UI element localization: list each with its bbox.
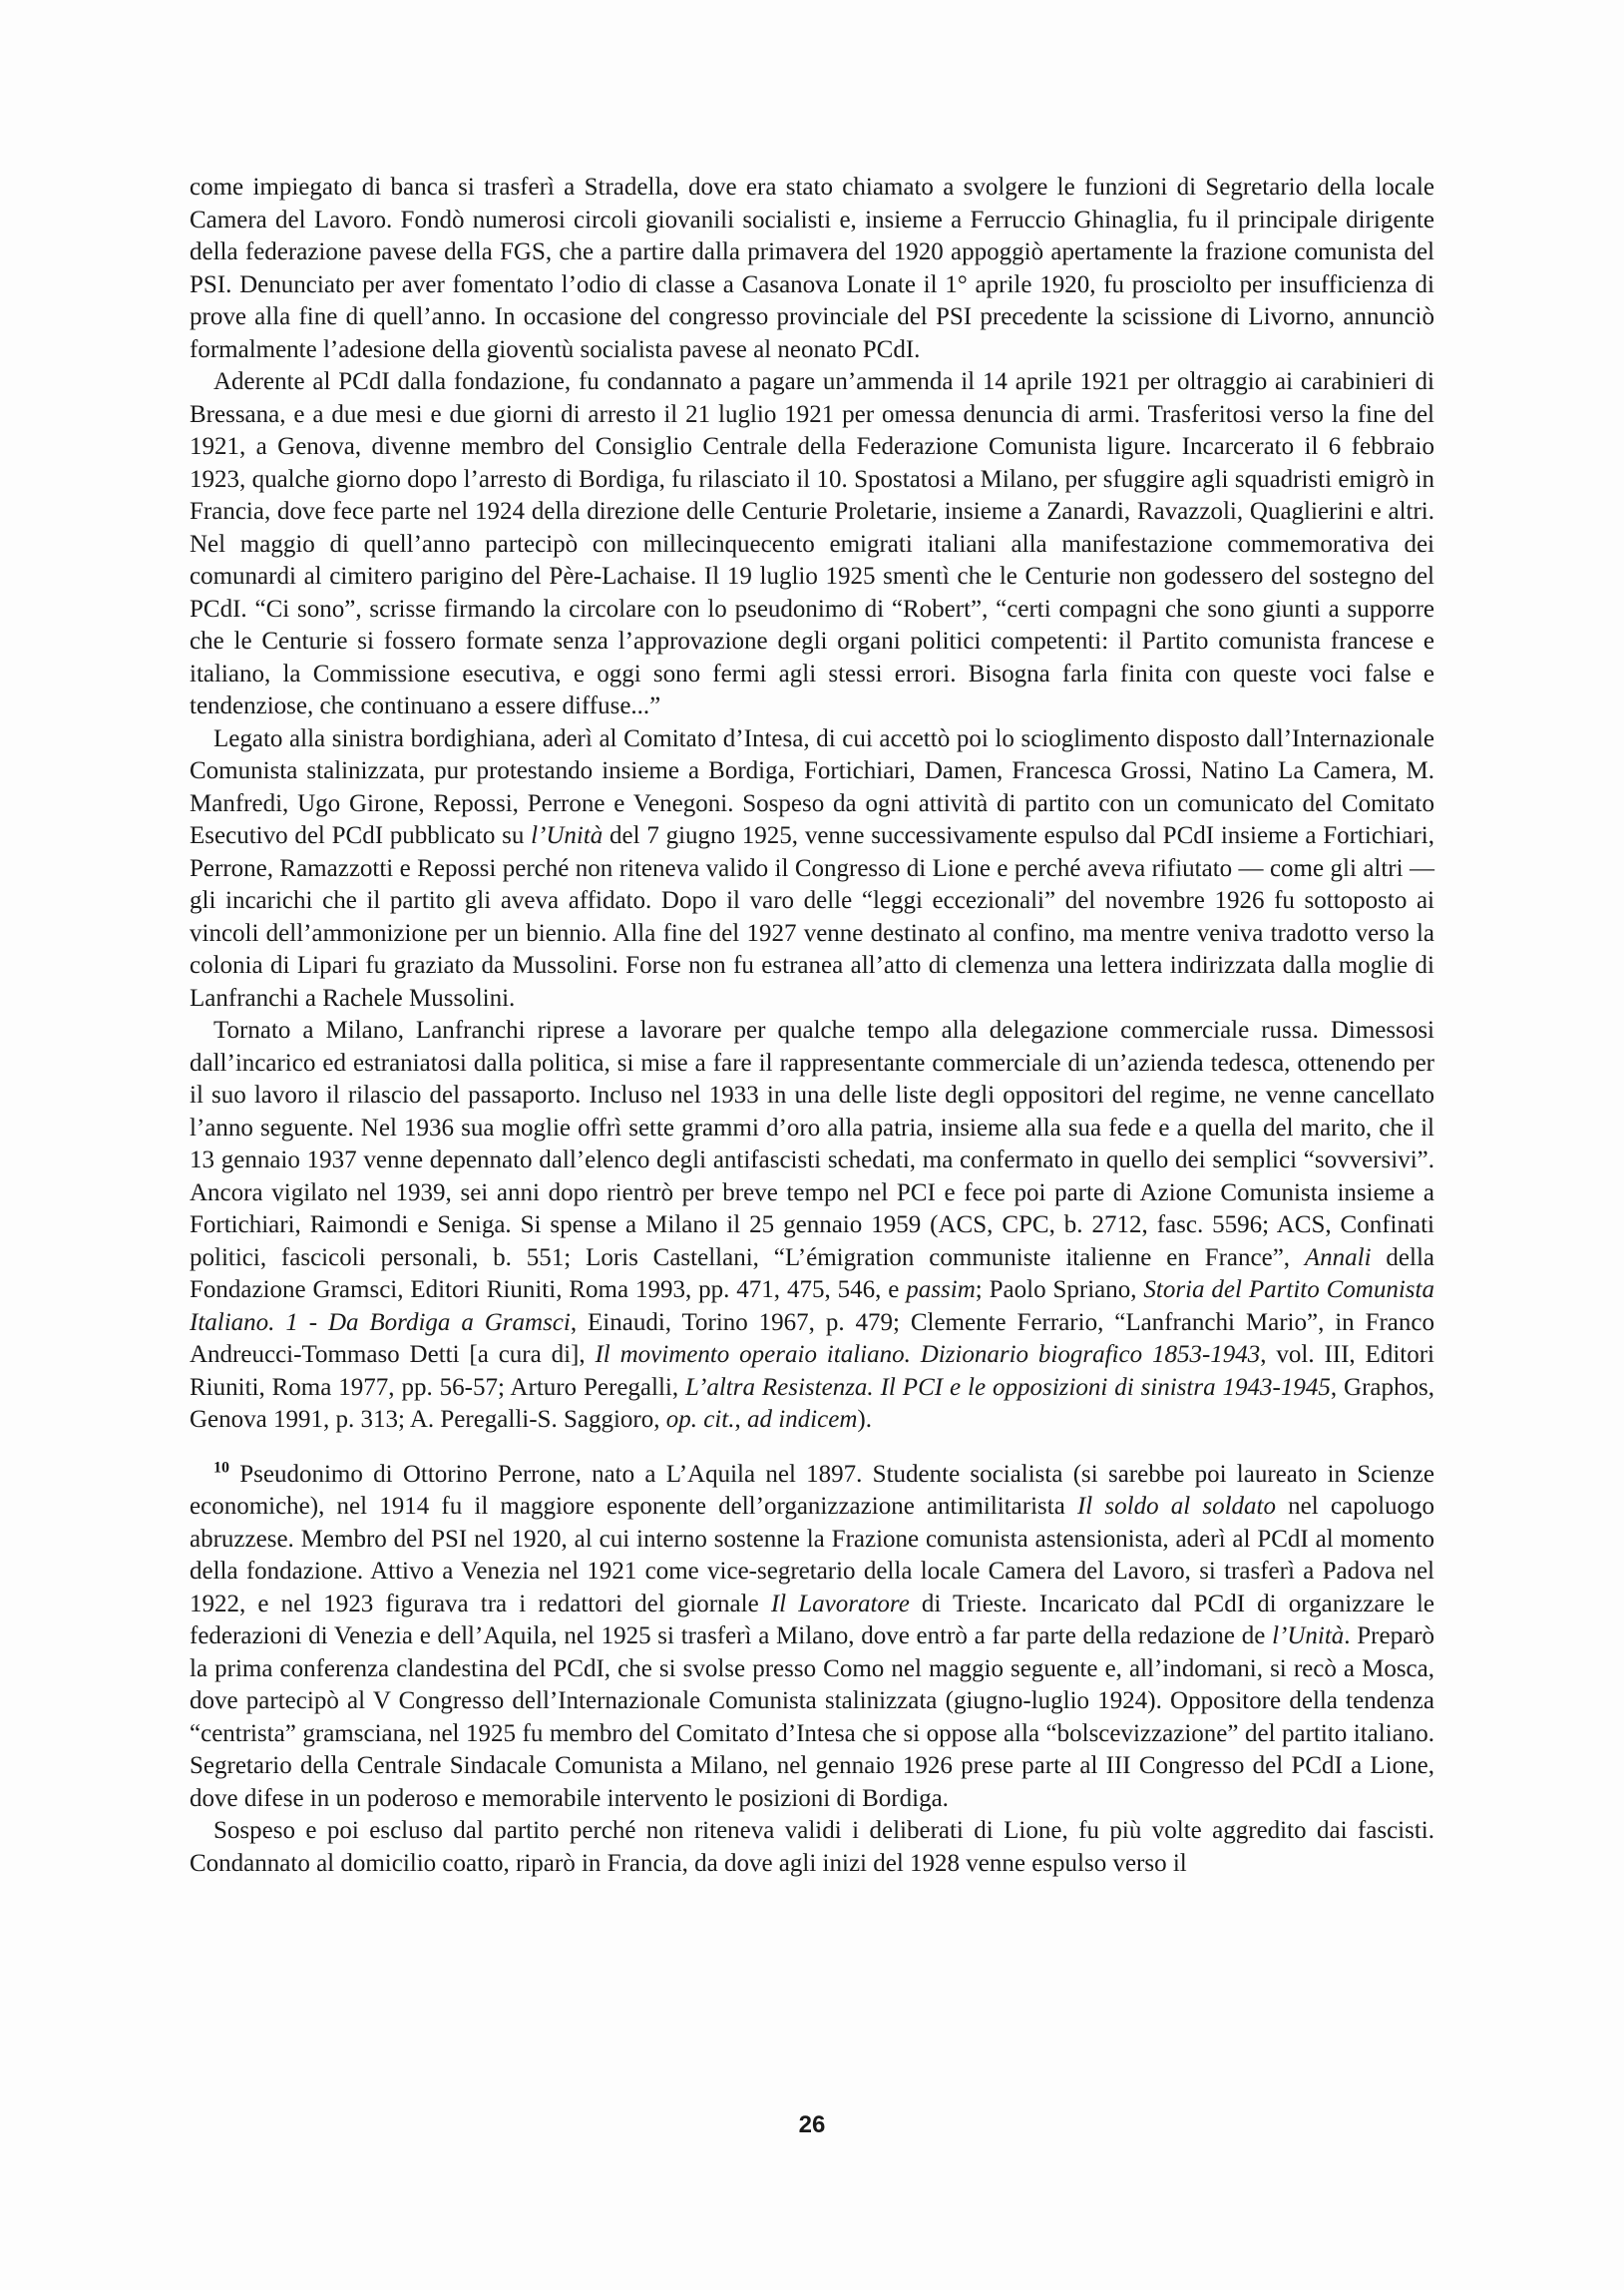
italic-text: Il soldo al soldato (1076, 1493, 1276, 1520)
body-paragraph (190, 1015, 1434, 1437)
italic-text: passim (906, 1276, 976, 1303)
italic-text: l’Unità (1272, 1622, 1345, 1649)
text-run: Legato alla sinistra bordighiana, aderì al Comitato d’Intesa, di cui accettò poi lo scioglimento disposto dall’Internazionale Comunista stalinizzata, pur protestando insieme a Bordiga, Fortichiari, Damen, Francesca Grossi, Natino La Camera, M. Manfredi, Ugo Girone, Repossi, Perrone e Venegoni. Sospeso da ogni attività di partito con un comunicato del Comitato Esecutivo del PCdI pubblicato su (190, 724, 1434, 849)
text-run: di Trieste. Incaricato dal PCdI di organizzare le federazioni di Venezia e dell’Aquila, nel 1925 si trasferì a Milano, dove entrò a far parte della redazione de (190, 1590, 1435, 1649)
italic-text: Annali (1304, 1243, 1372, 1271)
footnote-marker: 10 (213, 1459, 229, 1477)
text-run: , vol. III, Editori Riuniti, Roma 1977, pp. 56-57; Arturo Peregalli, (190, 1341, 1434, 1401)
italic-text: op. cit. (665, 1406, 735, 1433)
text-run: . Preparò la prima conferenza clandestina del PCdI, che si svolse presso Como nel maggio seguente e, all’indomani, si recò a Mosca, dove partecipò al V Congresso dell’Internazionale Comunista stalinizzata (giugno-luglio 1924). Oppositore della tendenza “centrista” gramsciana, nel 1925 fu membro del Comitato d’Intesa che si oppose alla “bolscevizzazione” del partito italiano. Segretario della Centrale Sindacale Comunista a Milano, nel gennaio 1926 prese parte al III Congresso del PCdI a Lione, dove difese in un poderoso e memorabile intervento le posizioni di Bordiga. (190, 1622, 1434, 1812)
italic-text: L’altra Resistenza. Il PCI e le opposizioni di sinistra 1943-1945 (685, 1373, 1331, 1401)
text-run: Tornato a Milano, Lanfranchi riprese a lavorare per qualche tempo alla delegazione commerciale russa. Dimessosi dall’incarico ed estraniatosi dalla politica, si mise a fare il rappresentante commerciale di un’azienda tedesca, ottenendo per il suo lavoro il rilascio del passaporto. Incluso nel 1933 in una delle liste degli oppositori del regime, ne venne cancellato l’anno seguente. Nel 1936 sua moglie offrì sette grammi d’oro alla patria, insieme alla sua fede e a quella del marito, che il 13 gennaio 1937 venne depennato dall’elenco degli antifascisti schedati, ma confermato in quello dei semplici “sovversivi”. Ancora vigilato nel 1939, sei anni dopo rientrò per breve tempo nel PCI e fece poi parte di Azione Comunista insieme a Fortichiari, Raimondi e Seniga. Si spense a Milano il 25 gennaio 1959 (ACS, CPC, b. 2712, fasc. 5596; ACS, Confinati politici, fascicoli personali, b. 551; Loris Castellani, “L’émigration communiste italienne en France”, (190, 1017, 1434, 1271)
text-run: del 7 giugno 1925, venne successivamente espulso dal PCdI insieme a Fortichiari, Perrone, Ramazzotti e Repossi perché non riteneva valido il Congresso di Lione e perché aveva rifiutato — come gli altri — gli incarichi che il partito gli aveva affidato. Dopo il varo delle “leggi eccezionali” del novembre 1926 fu sottoposto ai vincoli dell’ammonizione per un biennio. Alla fine del 1927 venne destinato al confino, ma mentre veniva tradotto verso la colonia di Lipari fu graziato da Mussolini. Forse non fu estranea all’atto di clemenza una lettera indirizzata dalla moglie di Lanfranchi a Rachele Mussolini. (190, 822, 1434, 1012)
italic-text: Il Lavoratore (770, 1590, 910, 1617)
italic-text: Il movimento operaio italiano. Dizionario biografico 1853-1943 (595, 1341, 1261, 1368)
text-run: ). (857, 1406, 872, 1433)
italic-text: l’Unità (531, 822, 604, 849)
page-number: 26 (798, 2111, 826, 2138)
body-paragraph (190, 723, 1434, 1016)
text-run: Aderente al PCdI dalla fondazione, fu condannato a pagare un’ammenda il 14 aprile 1921 per oltraggio ai carabinieri di Bressana, e a due mesi e due giorni di arresto il 21 luglio 1921 per omessa denuncia di armi. Trasferitosi verso la fine del 1921, a Genova, divenne membro del Consiglio Centrale della Federazione Comunista ligure. Incarcerato il 6 febbraio 1923, qualche giorno dopo l’arresto di Bordiga, fu rilasciato il 10. Spostatosi a Milano, per sfuggire agli squadristi emigrò in Francia, dove fece parte nel 1924 della direzione delle Centurie Proletarie, insieme a Zanardi, Ravazzoli, Quaglierini e altri. Nel maggio di quell’anno partecipò con millecinquecento emigrati italiani alla manifestazione commemorativa dei comunardi al cimitero parigino del Père-Lachaise. Il 19 luglio 1925 smentì che le Centurie non godessero del sostegno del PCdI. “Ci sono”, scrisse firmando la circolare con lo pseudonimo di “Robert”, “certi compagni che sono giunti a supporre che le Centurie si fossero formate senza l’approvazione degli organi politici competenti: il Partito comunista francese e italiano, la Commissione esecutiva, e oggi sono fermi agli stessi errori. Bisogna farla finita con queste voci false e tendenziose, che continuano a essere diffuse...” (190, 368, 1434, 719)
body-paragraph (190, 1815, 1434, 1880)
text-run: nel capoluogo abruzzese. Membro del PSI nel 1920, al cui interno sostenne la Frazione comunista astensionista, aderì al PCdI al momento della fondazione. Attivo a Venezia nel 1921 come vice-segretario della locale Camera del Lavoro, si trasferì a Padova nel 1922, e nel 1923 figurava tra i redattori del giornale (190, 1493, 1435, 1617)
text-run: Sospeso e poi escluso dal partito perché non riteneva validi i deliberati di Lione, fu più volte aggredito dai fascisti. Condannato al domicilio coatto, riparò in Francia, da dove agli inizi del 1928 venne espulso verso il (190, 1817, 1434, 1877)
footnote-paragraph (190, 1459, 1434, 1816)
text-run: , Einaudi, Torino 1967, p. 479; Clemente Ferrario, “Lanfranchi Mario”, in Franco Andreucci-Tommaso Detti [a cura di], (190, 1308, 1434, 1368)
body-paragraph (190, 172, 1434, 366)
text-run: Pseudonimo di Ottorino Perrone, nato a L’Aquila nel 1897. Studente socialista (si sarebbe poi laureato in Scienze economiche), nel 1914 fu il maggiore esponente dell’organizzazione antimilitarista (190, 1460, 1434, 1520)
italic-text: Storia del Partito Comunista Italiano. 1 - Da Bordiga a Gramsci (190, 1276, 1434, 1336)
text-run: , Graphos, Genova 1991, p. 313; A. Peregalli-S. Saggioro, (190, 1373, 1434, 1433)
body-text (190, 172, 1434, 1880)
text-run: della Fondazione Gramsci, Editori Riuniti, Roma 1993, pp. 471, 475, 546, e (190, 1243, 1434, 1303)
text-run: , (734, 1406, 747, 1433)
text-run: come impiegato di banca si trasferì a Stradella, dove era stato chiamato a svolgere le funzioni di Segretario della locale Camera del Lavoro. Fondò numerosi circoli giovanili socialisti e, insieme a Ferruccio Ghinaglia, fu il principale dirigente della federazione pavese della FGS, che a partire dalla primavera del 1920 appoggiò apertamente la frazione comunista del PSI. Denunciato per aver fomentato l’odio di classe a Casanova Lonate il 1° aprile 1920, fu prosciolto per insufficienza di prove alla fine di quell’anno. In occasione del congresso provinciale del PSI precedente la scissione di Livorno, annunciò formalmente l’adesione della gioventù socialista pavese al neonato PCdI. (190, 174, 1434, 363)
text-run: ; Paolo Spriano, (975, 1276, 1144, 1303)
italic-text: ad indicem (746, 1406, 858, 1433)
body-paragraph (190, 366, 1434, 723)
